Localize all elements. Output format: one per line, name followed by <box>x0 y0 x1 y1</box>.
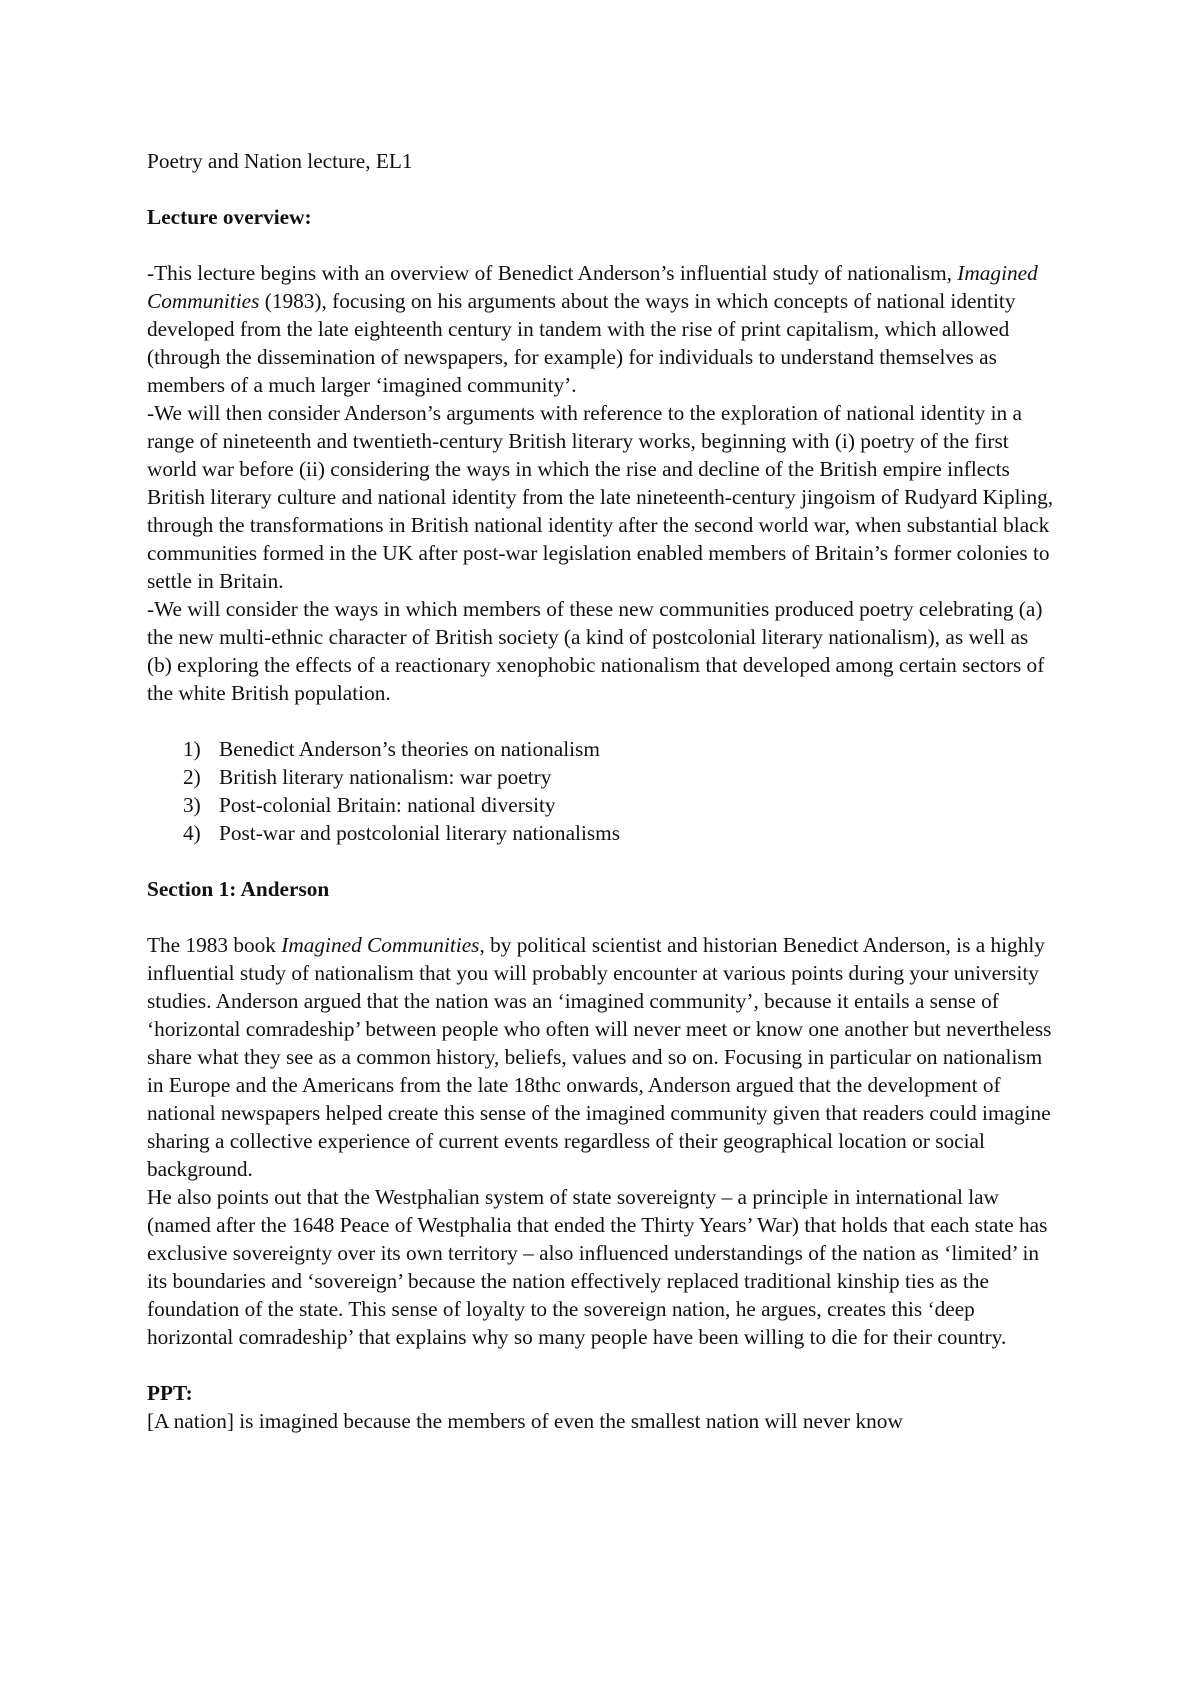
sections-list <box>147 735 1057 847</box>
list-item-number: 4) <box>183 821 201 845</box>
overview-paragraph-1 <box>147 259 1057 399</box>
section-1-paragraph-1-text-b: , by political scientist and historian Benedict Anderson, is a highly influential study of nationalism that you will probably encounter at various points during your university studies. Anderson argued that the nation was an ‘imagined community’, because it entails a sense of ‘horizontal comradeship’ between people who often will never meet or know one another but nevertheless share what they see as a common history, beliefs, values and so on. Focusing in particular on nationalism in Europe and the Americans from the late 18thc onwards, Anderson argued that the development of national newspapers helped create this sense of the imagined community given that readers could imagine sharing a collective experience of current events regardless of their geographical location or social background. <box>147 933 1052 1181</box>
overview-paragraph-1-text-a: -This lecture begins with an overview of Benedict Anderson’s influential study of nationalism, <box>147 261 958 285</box>
lecture-overview-heading: Lecture overview: <box>147 205 312 229</box>
section-1-paragraph-1 <box>147 931 1057 1183</box>
list-item-number: 2) <box>183 765 201 789</box>
list-item-label: Post-war and postcolonial literary nationalisms <box>219 821 621 845</box>
list-item-label: British literary nationalism: war poetry <box>219 765 552 789</box>
list-item <box>183 735 1057 763</box>
list-item <box>183 791 1057 819</box>
overview-paragraph-3: -We will consider the ways in which members of these new communities produced poetry celebrating (a) the new multi-ethnic character of British society (a kind of postcolonial literary nationalism), as well as (b) exploring the effects of a reactionary xenophobic nationalism that developed among certain sectors of the white British population. <box>147 597 1045 705</box>
overview-paragraph-2: -We will then consider Anderson’s arguments with reference to the exploration of national identity in a range of nineteenth and twentieth-century British literary works, beginning with (i) poetry of the first world war before (ii) considering the ways in which the rise and decline of the British empire inflects British literary culture and national identity from the late nineteenth-century jingoism of Rudyard Kipling, through the transformations in British national identity after the second world war, when substantial black communities formed in the UK after post-war legislation enabled members of Britain’s former colonies to settle in Britain. <box>147 401 1054 593</box>
book-title-italic: Imagined Communities <box>281 933 480 957</box>
section-1-paragraph-2: He also points out that the Westphalian system of state sovereignty – a principle in international law (named after the 1648 Peace of Westphalia that ended the Thirty Years’ War) that holds that each state has exclusive sovereignty over its own territory – also influenced understandings of the nation as ‘limited’ in its boundaries and ‘sovereign’ because the nation effectively replaced traditional kinship ties as the foundation of the state. This sense of loyalty to the sovereign nation, he argues, creates this ‘deep horizontal comradeship’ that explains why so many people have been willing to die for their country. <box>147 1185 1048 1349</box>
document-title: Poetry and Nation lecture, EL1 <box>147 149 413 173</box>
ppt-heading: PPT: <box>147 1381 193 1405</box>
list-item-label: Benedict Anderson’s theories on nationalism <box>219 737 600 761</box>
list-item-label: Post-colonial Britain: national diversity <box>219 793 556 817</box>
list-item-number: 3) <box>183 793 201 817</box>
document-page <box>147 147 1057 1435</box>
overview-paragraph-1-text-b: (1983), focusing on his arguments about the ways in which concepts of national identity developed from the late eighteenth century in tandem with the rise of print capitalism, which allowed (through the dissemination of newspapers, for example) for individuals to understand themselves as members of a much larger ‘imagined community’. <box>147 289 1016 397</box>
list-item <box>183 819 1057 847</box>
book-title-italic: Imagined Communities <box>147 261 1038 313</box>
section-1-paragraph-1-text-a: The 1983 book <box>147 933 282 957</box>
list-item-number: 1) <box>183 737 201 761</box>
section-1-heading: Section 1: Anderson <box>147 877 330 901</box>
list-item <box>183 763 1057 791</box>
ppt-quote: [A nation] is imagined because the members of even the smallest nation will never know <box>147 1409 903 1433</box>
